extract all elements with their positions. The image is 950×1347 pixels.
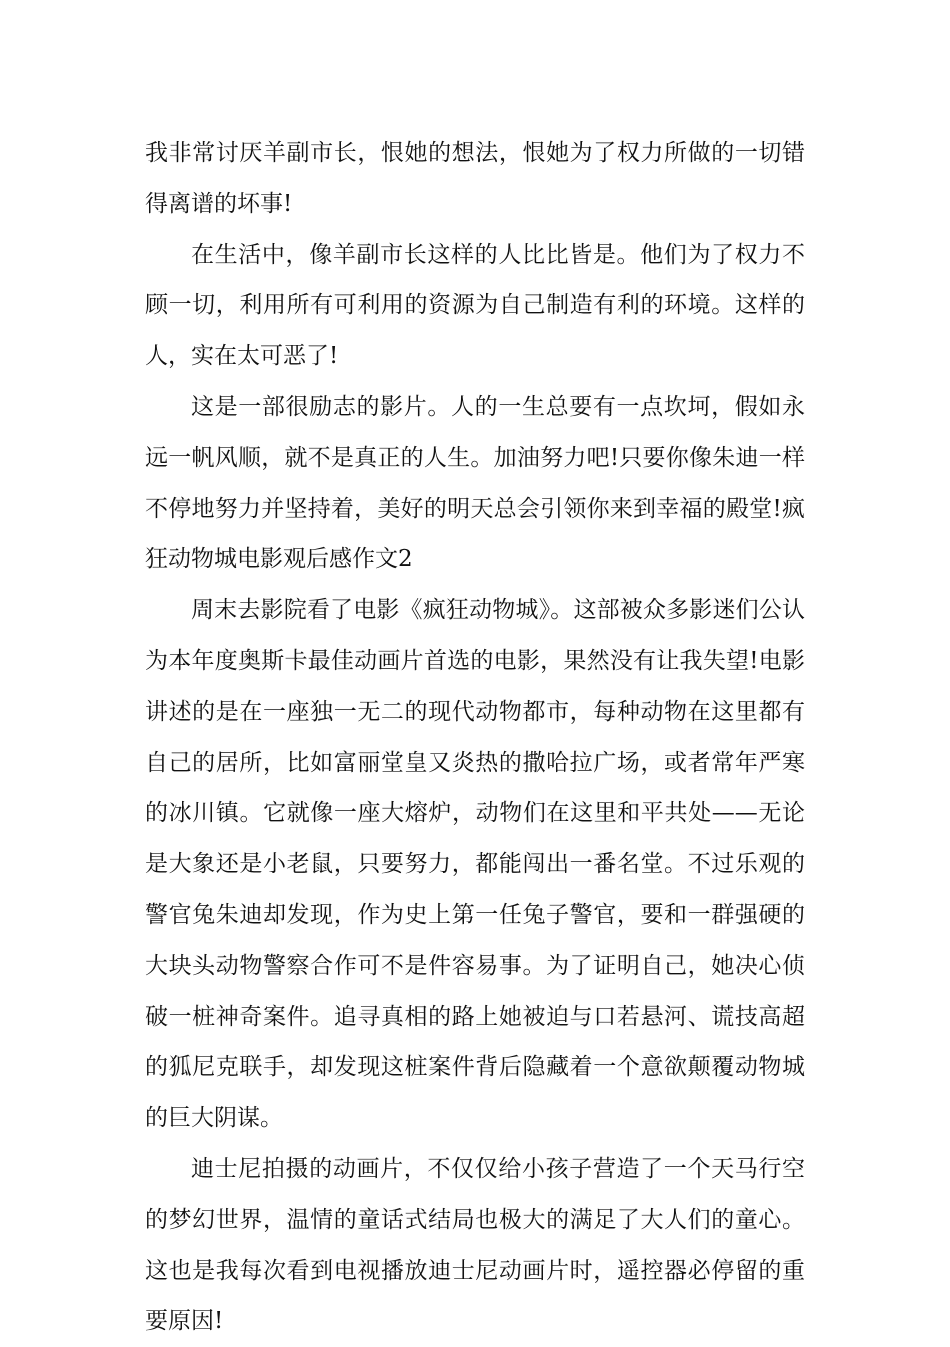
- paragraph-continued: 我非常讨厌羊副市长，恨她的想法，恨她为了权力所做的一切错得离谱的坏事!: [145, 140, 805, 217]
- paragraph: 迪士尼拍摄的动画片，不仅仅给小孩子营造了一个天马行空的梦幻世界，温情的童话式结局也极大的满足了大人们的童心。这也是我每次看到电视播放迪士尼动画片时，遥控器必停留的重要原因!: [145, 1155, 805, 1335]
- paragraph: 周末去影院看了电影《疯狂动物城》。这部被众多影迷们公认为本年度奥斯卡最佳动画片首选的电影，果然没有让我失望!电影讲述的是在一座独一无二的现代动物都市，每种动物在这里都有自己的居所，比如富丽堂皇又炎热的撒哈拉广场，或者常年严寒的冰川镇。它就像一座大熔炉，动物们在这里和平共处——无论是大象还是小老鼠，只要努力，都能闯出一番名堂。不过乐观的警官兔朱迪却发现，作为史上第一任兔子警官，要和一群强硬的大块头动物警察合作可不是件容易事。为了证明自己，她决心侦破一桩神奇案件。追寻真相的路上她被迫与口若悬河、谎技高超的狐尼克联手，却发现这桩案件背后隐藏着一个意欲颠覆动物城的巨大阴谋。: [145, 597, 805, 1132]
- paragraph: 这是一部很励志的影片。人的一生总要有一点坎坷，假如永远一帆风顺，就不是真正的人生。加油努力吧!只要你像朱迪一样不停地努力并坚持着，美好的明天总会引领你来到幸福的殿堂!疯狂动物城电影观后感作文2: [145, 393, 805, 573]
- paragraph: 在生活中，像羊副市长这样的人比比皆是。他们为了权力不顾一切，利用所有可利用的资源为自己制造有利的环境。这样的人，实在太可恶了!: [145, 241, 805, 370]
- article-body: [145, 128, 805, 1347]
